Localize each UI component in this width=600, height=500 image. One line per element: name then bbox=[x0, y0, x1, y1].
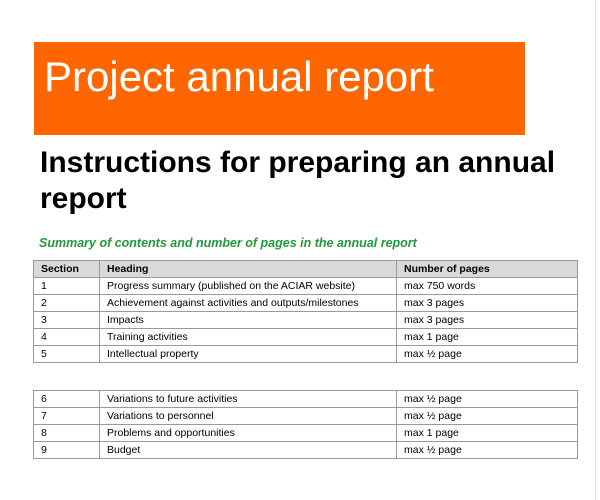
pages-cell: max 1 page bbox=[397, 329, 578, 346]
pages-cell: max 3 pages bbox=[397, 312, 578, 329]
header-section: Section bbox=[34, 261, 100, 278]
pages-cell: max 3 pages bbox=[397, 295, 578, 312]
section-cell: 4 bbox=[34, 329, 100, 346]
section-cell: 2 bbox=[34, 295, 100, 312]
pages-cell: max 1 page bbox=[397, 425, 578, 442]
section-cell: 9 bbox=[34, 442, 100, 459]
table-row bbox=[34, 346, 578, 363]
heading-cell: Impacts bbox=[100, 312, 397, 329]
heading-cell: Training activities bbox=[100, 329, 397, 346]
table-row bbox=[34, 442, 578, 459]
pages-cell: max ½ page bbox=[397, 442, 578, 459]
table-row bbox=[34, 329, 578, 346]
pages-cell: max ½ page bbox=[397, 391, 578, 408]
section-cell: 8 bbox=[34, 425, 100, 442]
section-cell: 3 bbox=[34, 312, 100, 329]
section-cell: 5 bbox=[34, 346, 100, 363]
heading-cell: Progress summary (published on the ACIAR website) bbox=[100, 278, 397, 295]
table-row bbox=[34, 391, 578, 408]
page-edge-divider bbox=[595, 0, 596, 500]
title-banner bbox=[34, 42, 525, 135]
heading-cell: Variations to future activities bbox=[100, 391, 397, 408]
header-heading: Heading bbox=[100, 261, 397, 278]
table-row bbox=[34, 312, 578, 329]
table-caption: Summary of contents and number of pages in the annual report bbox=[39, 236, 417, 250]
contents-table-part-2 bbox=[33, 390, 578, 459]
pages-cell: max 750 words bbox=[397, 278, 578, 295]
banner-title: Project annual report bbox=[44, 53, 434, 100]
section-cell: 1 bbox=[34, 278, 100, 295]
contents-table-part-1 bbox=[33, 260, 578, 363]
pages-cell: max ½ page bbox=[397, 408, 578, 425]
table-header-row bbox=[34, 261, 578, 278]
heading-cell: Budget bbox=[100, 442, 397, 459]
table-row bbox=[34, 278, 578, 295]
heading-cell: Problems and opportunities bbox=[100, 425, 397, 442]
table-row bbox=[34, 295, 578, 312]
header-number-of-pages: Number of pages bbox=[397, 261, 578, 278]
pages-cell: max ½ page bbox=[397, 346, 578, 363]
heading-cell: Intellectual property bbox=[100, 346, 397, 363]
document-title: Instructions for preparing an annual report bbox=[40, 146, 556, 215]
table-row bbox=[34, 425, 578, 442]
heading-cell: Achievement against activities and outputs/milestones bbox=[100, 295, 397, 312]
table-row bbox=[34, 408, 578, 425]
section-cell: 6 bbox=[34, 391, 100, 408]
heading-cell: Variations to personnel bbox=[100, 408, 397, 425]
section-cell: 7 bbox=[34, 408, 100, 425]
